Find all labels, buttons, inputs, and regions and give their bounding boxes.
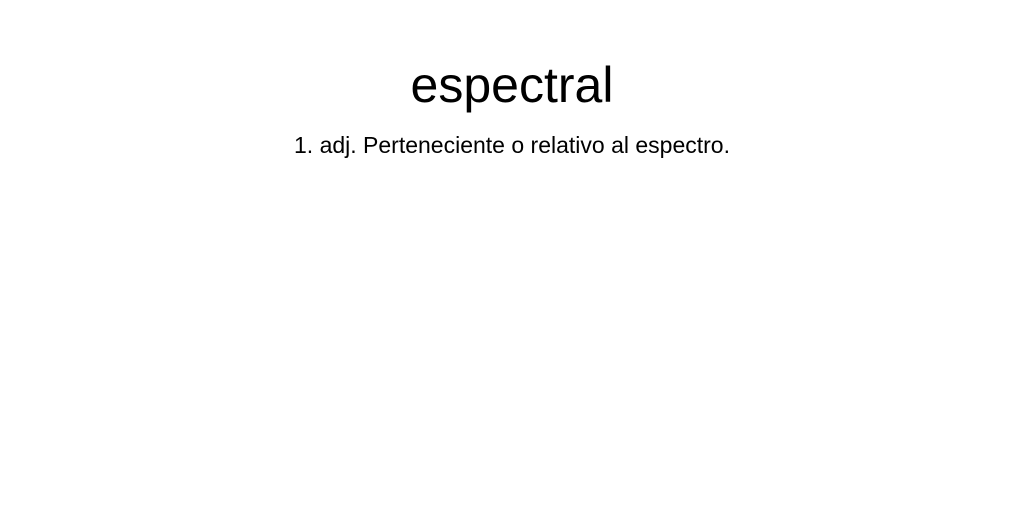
headword: espectral (410, 57, 614, 113)
definition: 1. adj. Perteneciente o relativo al espectro. (294, 132, 730, 158)
